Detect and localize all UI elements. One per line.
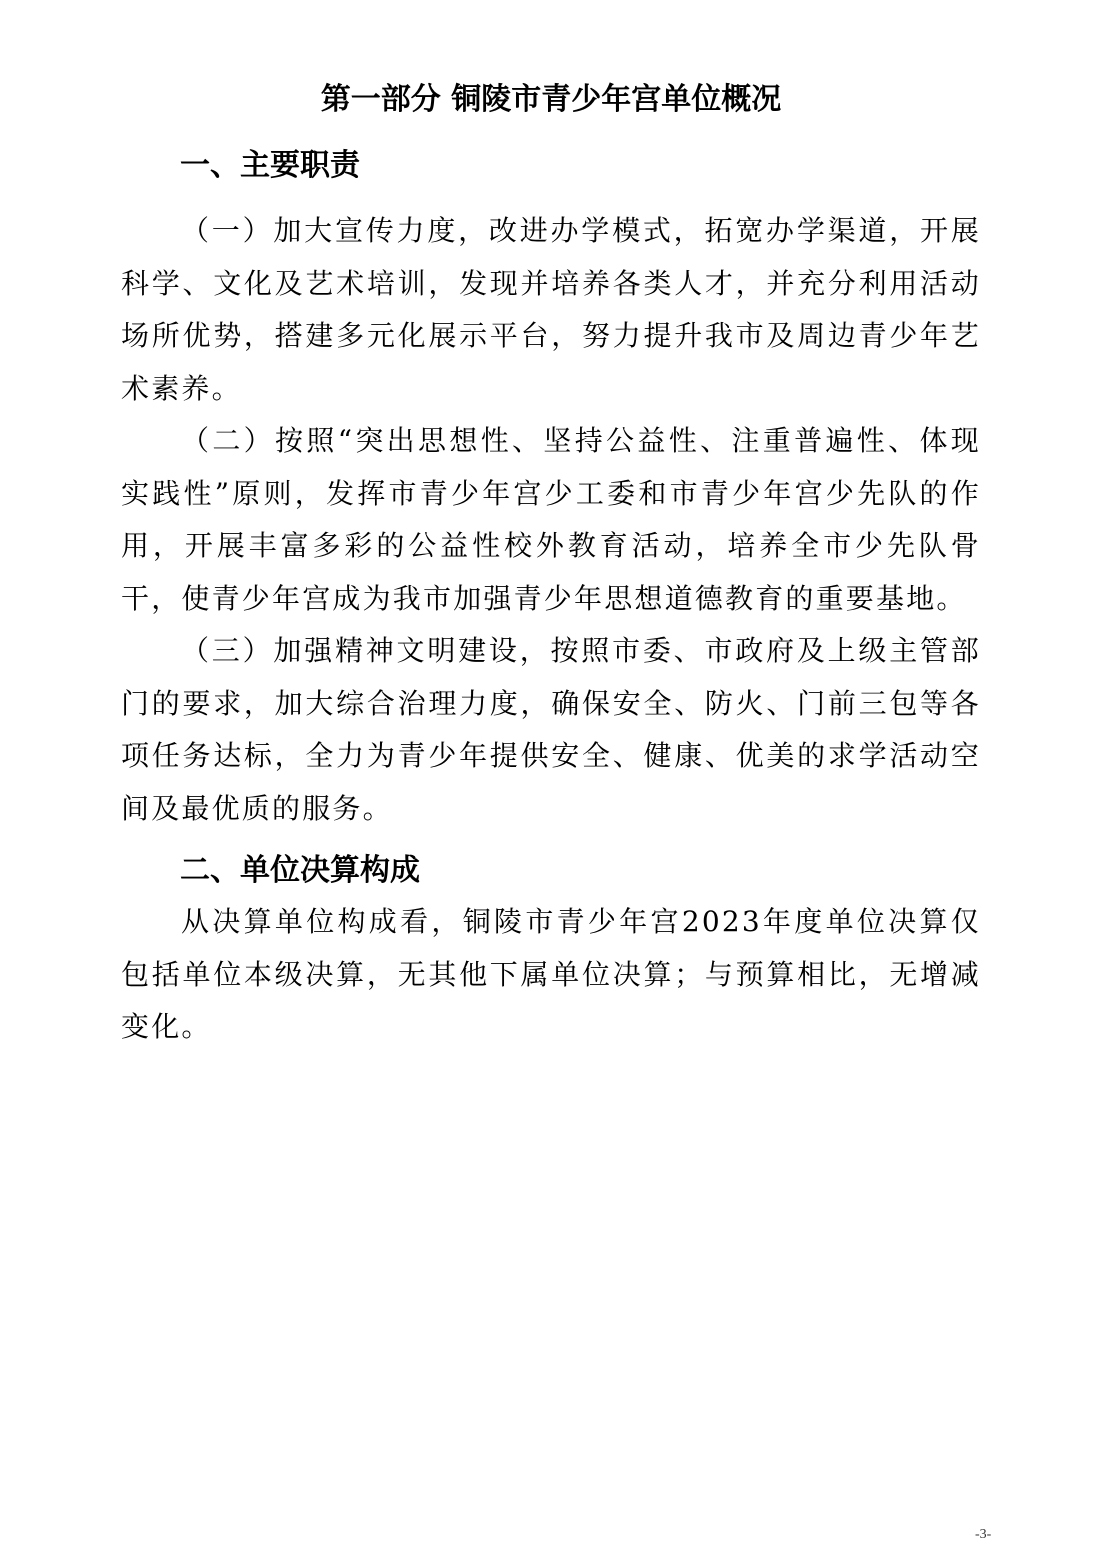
section-heading-composition: 二、单位决算构成 — [180, 853, 420, 888]
page-title: 第一部分 铜陵市青少年宫单位概况 — [320, 82, 782, 117]
page-number: -3- — [975, 1527, 992, 1542]
section-body-duties — [121, 205, 981, 835]
paragraph: （二）按照“突出思想性、坚持公益性、注重普遍性、体现实践性”原则，发挥市青少年宫少工委和市青少年宫少先队的作用，开展丰富多彩的公益性校外教育活动，培养全市少先队骨干，使青少年宫成为我市加强青少年思想道德教育的重要基地。 — [121, 424, 981, 615]
paragraph: （一）加大宣传力度，改进办学模式，拓宽办学渠道，开展科学、文化及艺术培训，发现并培养各类人才，并充分利用活动场所优势，搭建多元化展示平台，努力提升我市及周边青少年艺术素养。 — [121, 214, 981, 405]
section-body-composition — [121, 896, 981, 1054]
paragraph: 从决算单位构成看，铜陵市青少年宫2023年度单位决算仅包括单位本级决算，无其他下属单位决算；与预算相比，无增减变化。 — [121, 905, 981, 1043]
section-heading-duties: 一、主要职责 — [180, 148, 360, 183]
paragraph: （三）加强精神文明建设，按照市委、市政府及上级主管部门的要求，加大综合治理力度，确保安全、防火、门前三包等各项任务达标，全力为青少年提供安全、健康、优美的求学活动空间及最优质的服务。 — [121, 634, 981, 825]
